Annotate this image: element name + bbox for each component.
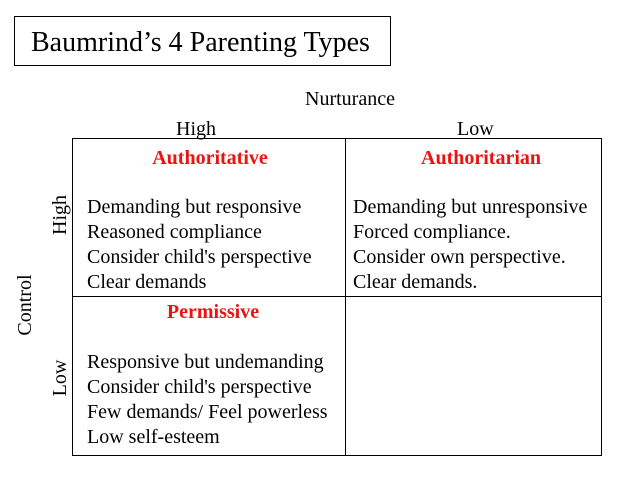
list-item: Demanding but responsive <box>87 196 302 218</box>
nurturance-high-label: High <box>176 118 216 140</box>
list-item: Forced compliance. <box>353 221 511 243</box>
list-item: Clear demands <box>87 271 207 293</box>
list-item: Demanding but unresponsive <box>353 196 588 218</box>
list-item: Few demands/ Feel powerless <box>87 401 328 423</box>
permissive-title: Permissive <box>166 301 260 323</box>
list-item: Consider own perspective. <box>353 246 566 268</box>
authoritative-list <box>87 195 312 295</box>
permissive-list <box>87 350 328 450</box>
list-item: Reasoned compliance <box>87 221 262 243</box>
authoritarian-list <box>353 195 587 295</box>
authoritative-title: Authoritative <box>152 147 268 169</box>
page-title: Baumrind’s 4 Parenting Types <box>31 27 370 58</box>
control-high-label: High <box>49 195 71 235</box>
list-item: Responsive but undemanding <box>87 351 324 373</box>
control-axis-label: Control <box>14 274 36 336</box>
empty-cell <box>346 297 601 455</box>
list-item: Consider child's perspective <box>87 376 312 398</box>
nurturance-axis-label: Nurturance <box>305 88 395 110</box>
list-item: Clear demands. <box>353 271 478 293</box>
list-item: Low self-esteem <box>87 426 220 448</box>
authoritarian-title: Authoritarian <box>421 147 541 169</box>
nurturance-low-label: Low <box>457 118 494 140</box>
list-item: Consider child's perspective <box>87 246 312 268</box>
control-low-label: Low <box>49 359 71 397</box>
